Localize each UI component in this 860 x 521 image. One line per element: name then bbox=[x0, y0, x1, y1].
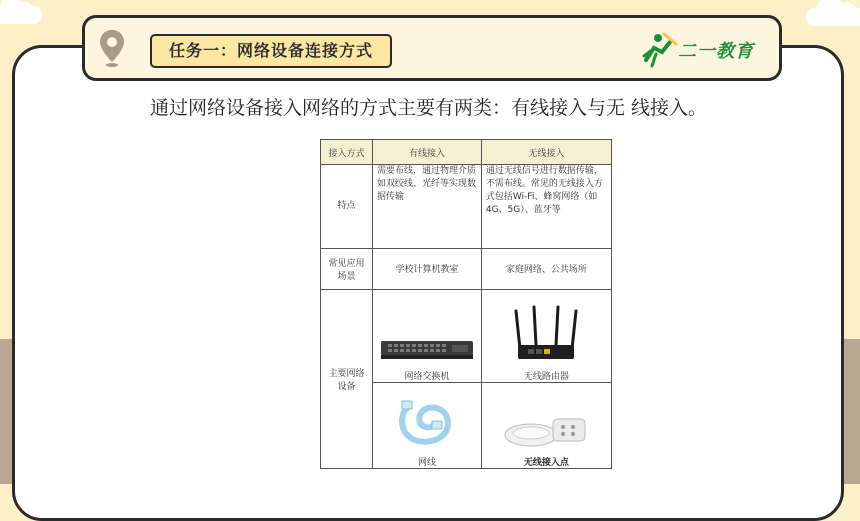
table-row-scenarios bbox=[321, 248, 612, 289]
intro-paragraph: 通过网络设备接入网络的方式主要有两类：有线接入与无 线接入。 bbox=[150, 97, 708, 119]
header-wireless: 无线接入 bbox=[481, 140, 611, 165]
devices-label: 主要网络设备 bbox=[321, 289, 373, 468]
scenarios-label: 常见应用场景 bbox=[321, 248, 373, 289]
cloud-right bbox=[806, 8, 860, 26]
access-comparison-table bbox=[320, 139, 612, 469]
device-label-cable: 网线 bbox=[417, 458, 436, 468]
features-wired: 需要布线，通过物理介质如双绞线、光纤等实现数据传输 bbox=[373, 165, 482, 249]
page-title: 任务一：网络设备连接方式 bbox=[150, 34, 392, 68]
network-switch-icon bbox=[380, 337, 474, 363]
scenarios-wired: 学校计算机教室 bbox=[373, 248, 482, 289]
device-label-router: 无线路由器 bbox=[523, 372, 569, 383]
wireless-access-point-icon bbox=[501, 413, 591, 449]
header-wired: 有线接入 bbox=[373, 140, 482, 165]
device-cell-cable bbox=[373, 383, 482, 469]
network-cable-icon bbox=[394, 397, 460, 449]
device-cell-router bbox=[481, 289, 611, 383]
table-header-row bbox=[321, 140, 612, 165]
location-pin-icon bbox=[98, 28, 126, 68]
cloud-left bbox=[0, 6, 42, 24]
header-access-type: 接入方式 bbox=[321, 140, 373, 165]
brand-logo-text: 二一教育 bbox=[678, 41, 754, 62]
device-label-switch: 网络交换机 bbox=[404, 372, 450, 383]
device-cell-switch bbox=[373, 289, 482, 383]
table-row-devices bbox=[321, 289, 612, 383]
table-row-features bbox=[321, 165, 612, 249]
features-wireless: 通过无线信号进行数据传输，不需布线。常见的无线接入方式包括Wi-Fi、蜂窝网络（如4G、5G）、蓝牙等 bbox=[481, 165, 611, 249]
scenarios-wireless: 家庭网络、公共场所 bbox=[481, 248, 611, 289]
device-label-access-point: 无线接入点 bbox=[523, 458, 569, 468]
features-label: 特点 bbox=[321, 165, 373, 249]
wireless-router-icon bbox=[512, 305, 580, 363]
device-cell-access-point bbox=[481, 383, 611, 469]
